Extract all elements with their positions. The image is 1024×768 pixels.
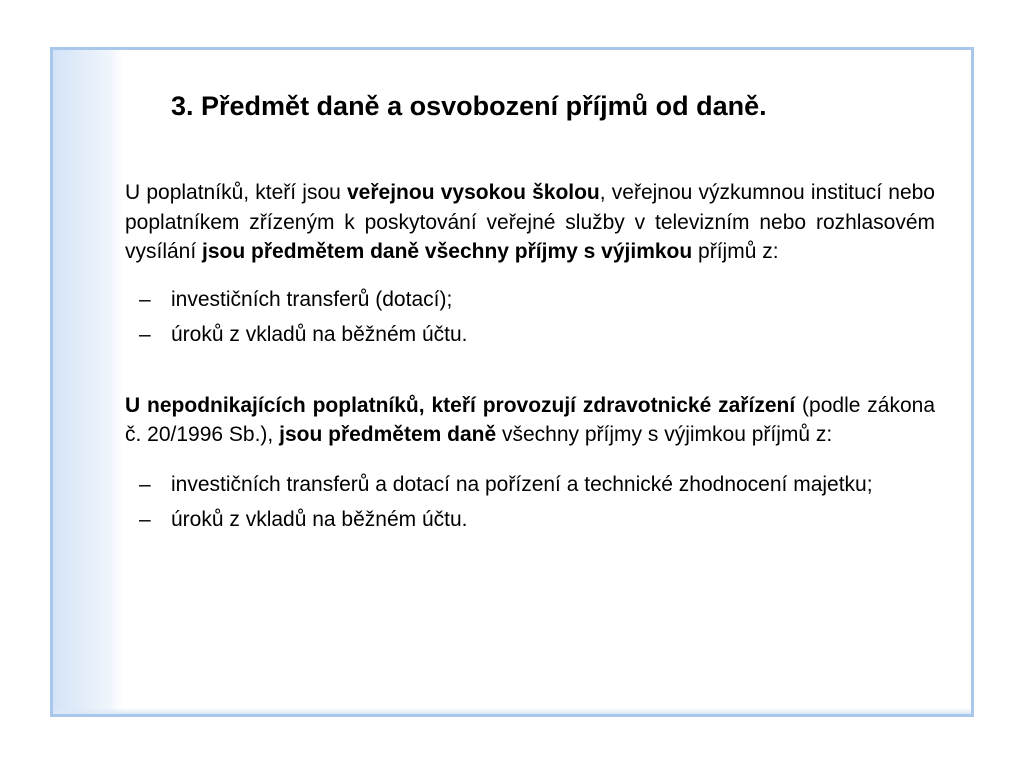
list-item-text: investičních transferů (dotací); [171,287,453,311]
list-item [125,285,935,314]
emphasis-text: veřejnou vysokou školou [347,181,600,204]
list-item [125,320,935,349]
exceptions-list-2 [125,470,935,534]
paragraph-text: (podle zákona č. 20/1996 Sb.), [125,393,935,446]
dash-bullet: – [139,287,151,311]
paragraph-text: U poplatníků, kteří jsou [125,181,347,204]
paragraph-text: všechny příjmy s výjimkou příjmů z: [496,423,833,446]
slide-content [125,86,935,706]
slide-title: 3. Předmět daně a osvobození příjmů od daně. [171,91,767,121]
list-item [125,505,935,534]
paragraph-text: , veřejnou výzkumnou institucí nebo poplatníkem zřízeným k poskytování veřejné služby v televizním nebo rozhlasovém vysílání [125,181,935,263]
emphasis-text: jsou předmětem daně všechny příjmy s výjimkou [202,240,693,263]
dash-bullet: – [139,507,151,531]
exceptions-list-1 [125,285,935,349]
emphasis-text: U nepodnikajících poplatníků, kteří provozují zdravotnické zařízení [125,393,796,417]
list-item-text: úroků z vkladů na běžném účtu. [171,322,468,346]
dash-bullet: – [139,472,151,496]
list-item-text: úroků z vkladů na běžném účtu. [171,507,468,531]
paragraph-text: příjmů z: [692,240,779,263]
paragraph-public-institutions [125,178,935,267]
emphasis-text: jsou předmětem daně [279,423,497,446]
list-item-text: investičních transferů a dotací na pořízení a technické zhodnocení majetku; [171,472,873,496]
list-item [125,470,935,499]
paragraph-healthcare [125,391,935,450]
dash-bullet: – [139,322,151,346]
